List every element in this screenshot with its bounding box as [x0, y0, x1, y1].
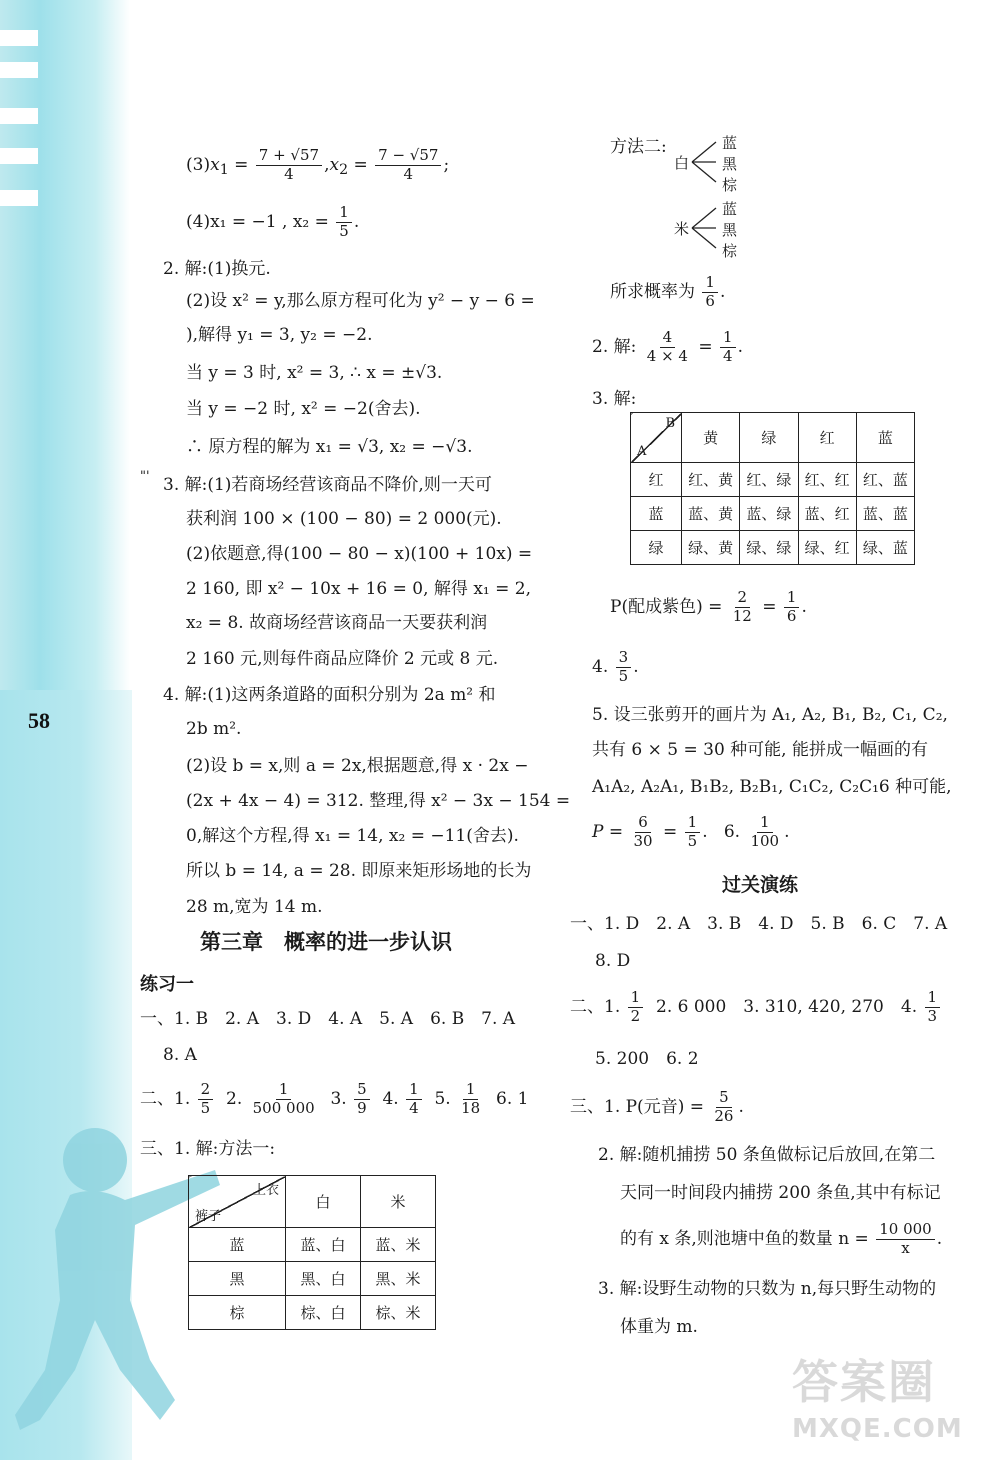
table-row-head: 绿 [631, 531, 682, 565]
color-table [630, 412, 915, 565]
exercise-title: 练习一 [140, 974, 194, 995]
table-cell: 蓝、米 [361, 1228, 436, 1262]
q4-line: (2x + 4x − 4) = 312. 整理,得 x² − 3x − 154 = [186, 791, 571, 811]
table-cell: 绿、红 [798, 531, 856, 565]
watermark-logo: 答案圈 [792, 1355, 936, 1409]
table-row-head: 黑 [189, 1262, 286, 1296]
q3-line: 2 160 元,则每件商品应降价 2 元或 8 元. [186, 649, 499, 669]
exercise-1-answers: 8. A [163, 1045, 197, 1065]
tree-diagram-2 [674, 198, 754, 260]
table-header: 米 [361, 1176, 436, 1228]
branch-icon [690, 132, 718, 194]
review-1-answers: 8. D [595, 951, 631, 971]
tree-leaf: 棕 [722, 242, 738, 260]
tree-leaf: 黑 [722, 221, 738, 239]
q2-line: 当 y = −2 时, x² = −2(舍去). [186, 399, 421, 419]
answer-3-label: 3. 解: [592, 389, 637, 409]
q3-line: 获利润 100 × (100 − 80) = 2 000(元). [186, 509, 502, 529]
table-cell: 黑、白 [286, 1262, 361, 1296]
table-cell: 红、蓝 [856, 463, 914, 497]
q4-line: 2b m². [186, 719, 242, 739]
table-cell: 棕、米 [361, 1296, 436, 1330]
table-cell: 蓝、白 [286, 1228, 361, 1262]
band-notch [0, 148, 38, 164]
table-row-head: 棕 [189, 1296, 286, 1330]
answer-5-line: A₁A₂, A₂A₁, B₁B₂, B₂B₁, C₁C₂, C₂C₁6 种可能, [592, 777, 952, 797]
q3-line: (2)依题意,得(100 − 80 − x)(100 + 10x) = [186, 544, 533, 564]
exercise-2-answers: 二、1. $\frac{2}{5}$ 2. $\frac{1}{500 000}$ 3. $\frac{5}{9}$ 4. $\frac{1}{4}$ 5. $\frac{1}{18}$ 6. 1 [140, 1080, 529, 1117]
watermark-url: MXQE.COM [792, 1414, 963, 1444]
tree-leaf: 棕 [722, 176, 738, 194]
review-3-3-line: 体重为 m. [620, 1317, 698, 1337]
table-cell: 红、红 [798, 463, 856, 497]
q3-line: 3. 解:(1)若商场经营该商品不降价,则一天可 [163, 475, 492, 495]
table-cell: 蓝、蓝 [856, 497, 914, 531]
tree-diagram-1 [674, 132, 754, 194]
table-corner: B A [631, 413, 682, 463]
q2-line: ∴ 原方程的解为 x₁ = √3, x₂ = −√3. [186, 437, 473, 457]
watermark [792, 1346, 982, 1446]
band-notch [0, 30, 38, 46]
review-3-2-line: 天同一时间段内捕捞 200 条鱼,其中有标记 [620, 1183, 941, 1203]
exercise-3-heading: 三、1. 解:方法一: [140, 1139, 276, 1159]
q2-line: 当 y = 3 时, x² = 3, ∴ x = ±√3. [186, 363, 443, 383]
table-header: 白 [286, 1176, 361, 1228]
q2-line: ),解得 y₁ = 3, y₂ = −2. [186, 325, 373, 345]
table-header: 黄 [682, 413, 740, 463]
table-header: 红 [798, 413, 856, 463]
q2-line: 2. 解:(1)换元. [163, 259, 271, 279]
band-notch [0, 190, 38, 206]
exercise-1-answers: 一、1. B 2. A 3. D 4. A 5. A 6. B 7. A [140, 1009, 516, 1029]
fraction: $\frac{7 - √57}{4}$ [375, 148, 441, 183]
tree-leaf: 蓝 [722, 200, 738, 218]
table-cell: 黑、米 [361, 1262, 436, 1296]
table-header: 蓝 [856, 413, 914, 463]
tree-root: 米 [674, 220, 690, 238]
fraction: $\frac{7 + √57}{4}$ [256, 148, 322, 183]
table-header: 绿 [740, 413, 798, 463]
q4-line: 0,解这个方程,得 x₁ = 14, x₂ = −11(舍去). [186, 826, 519, 846]
table-cell: 红、黄 [682, 463, 740, 497]
table-cell: 蓝、红 [798, 497, 856, 531]
tree-leaf: 蓝 [722, 134, 738, 152]
tree-leaf: 黑 [722, 155, 738, 173]
table-row-head: 蓝 [631, 497, 682, 531]
branch-icon [690, 198, 718, 260]
answer-5-line: 5. 设三张剪开的画片为 A₁, A₂, B₁, B₂, C₁, C₂, [592, 705, 948, 725]
table-cell: 蓝、黄 [682, 497, 740, 531]
q4-line: 4. 解:(1)这两条道路的面积分别为 2a m² 和 [163, 685, 496, 705]
purple-probability: P(配成紫色) = $\frac{2}{12}$ = $\frac{1}{6}$ . [610, 588, 807, 625]
page-number: 58 [28, 708, 50, 733]
q2-line: (2)设 x² = y,那么原方程可化为 y² − y − 6 = [186, 291, 535, 311]
chapter-title: 第三章 概率的进一步认识 [200, 929, 452, 954]
q3-line: x₂ = 8. 故商场经营该商品一天要获利润 [186, 613, 488, 633]
table-cell: 绿、蓝 [856, 531, 914, 565]
answer-3-solution: $(3)x_1$ = $\frac{7 + √57}{4}$ $,x_2$ = $\frac{7 - √57}{4}$ ; [186, 146, 450, 183]
review-3-2-line: 2. 解:随机捕捞 50 条鱼做标记后放回,在第二 [598, 1145, 936, 1165]
q4-line: (2)设 b = x,则 a = 2x,根据题意,得 x · 2x − [186, 756, 529, 776]
probability-result: 所求概率为 $\frac{1}{6}$ . [610, 273, 726, 310]
answer-4: 4. $\frac{3}{5}$ . [592, 648, 639, 685]
table-row-head: 红 [631, 463, 682, 497]
q4-line: 所以 b = 14, a = 28. 即原来矩形场地的长为 [186, 861, 532, 881]
band-notch [0, 62, 38, 78]
method-2-label: 方法二: [610, 137, 667, 157]
tree-root: 白 [674, 154, 690, 172]
section-title: 过关演练 [722, 874, 799, 896]
review-3-1: 三、1. P(元音) = $\frac{5}{26}$ . [570, 1088, 744, 1125]
review-2-answers: 二、1. $\frac{1}{2}$ 2. 6 000 3. 310, 420, 270 4. $\frac{1}{3}$ [570, 990, 942, 1025]
band-notch [0, 108, 38, 124]
clothing-table [188, 1175, 436, 1330]
answer-5-6-result: P = $\frac{6}{30}$ = $\frac{1}{5}$ . 6. $\frac{1}{100}$ . [592, 813, 790, 850]
q3-line: 2 160, 即 x² − 10x + 16 = 0, 解得 x₁ = 2, [186, 579, 531, 599]
fraction: $\frac{1}{5}$ [336, 205, 352, 240]
answer-4-solution: (4)x₁ = −1 , x₂ = $\frac{1}{5}$ . [186, 203, 360, 240]
review-2-answers: 5. 200 6. 2 [595, 1049, 699, 1069]
review-3-2-line: 的有 x 条,则池塘中鱼的数量 n = $\frac{10 000}{x}$ . [620, 1220, 943, 1257]
answer-5-line: 共有 6 × 5 = 30 种可能, 能拼成一幅画的有 [592, 740, 928, 760]
table-cell: 棕、白 [286, 1296, 361, 1330]
answer-2: 2. 解: $\frac{4}{4 \times 4}$ = $\frac{1}{4}$ . [592, 328, 743, 365]
q4-line: 28 m,宽为 14 m. [186, 897, 323, 917]
table-cell: 绿、黄 [682, 531, 740, 565]
table-cell: 绿、绿 [740, 531, 798, 565]
table-cell: 红、绿 [740, 463, 798, 497]
review-3-3-line: 3. 解:设野生动物的只数为 n,每只野生动物的 [598, 1279, 937, 1299]
table-corner: 上衣 裤子 [189, 1176, 286, 1228]
stray-mark: "' [140, 469, 150, 484]
table-cell: 蓝、绿 [740, 497, 798, 531]
table-row-head: 蓝 [189, 1228, 286, 1262]
review-1-answers: 一、1. D 2. A 3. B 4. D 5. B 6. C 7. A [570, 914, 948, 934]
